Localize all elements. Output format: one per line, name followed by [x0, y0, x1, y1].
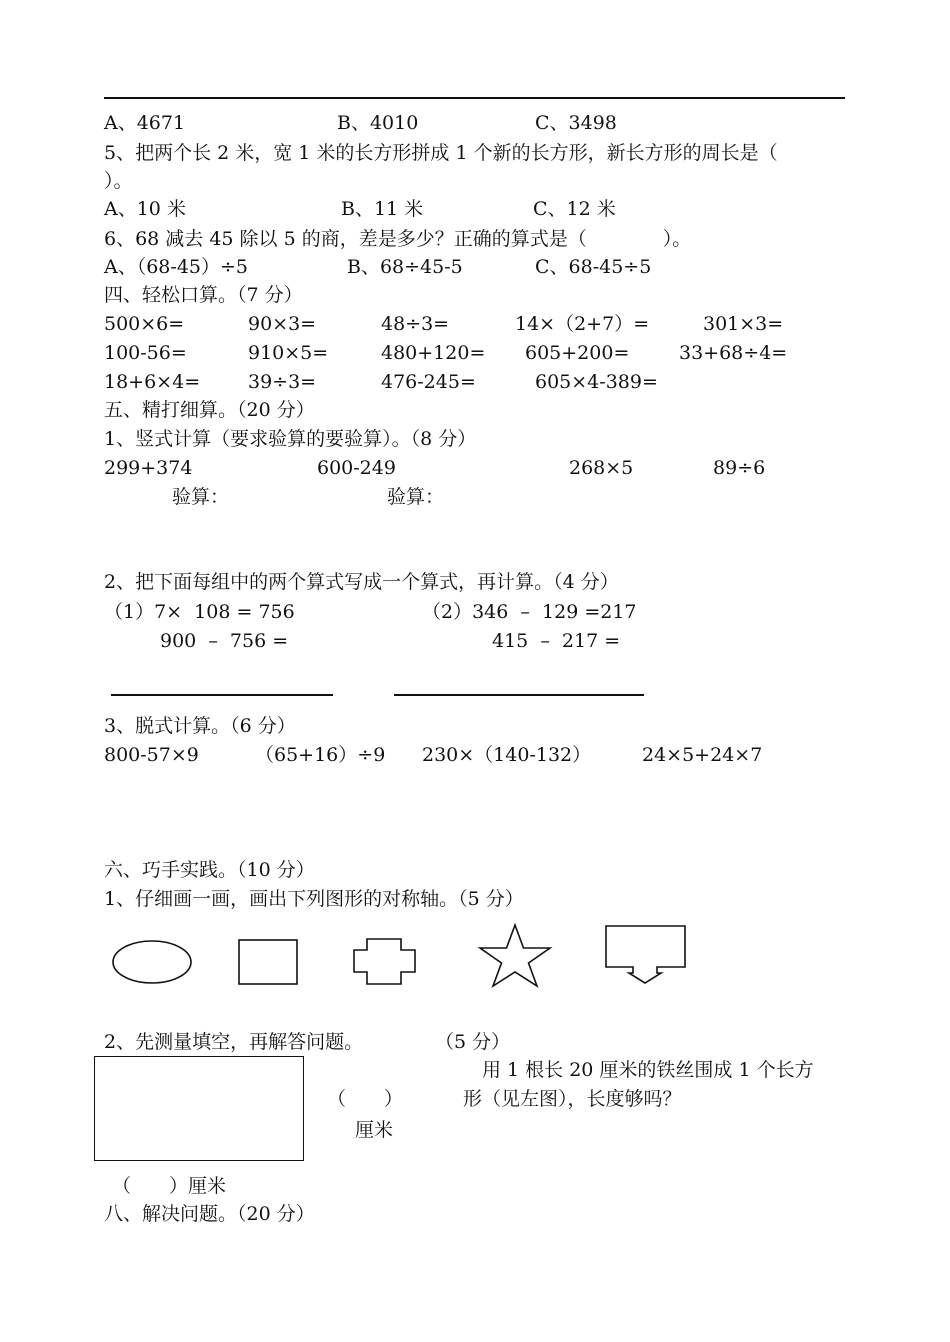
star-icon: [478, 924, 552, 988]
answer-line-2: [394, 694, 644, 696]
oral-calc-item: 18+6×4=: [104, 371, 201, 393]
q6-option-b: B、68÷45-5: [347, 256, 463, 278]
right-blank: （ ）: [327, 1088, 404, 1110]
vertical-calc-item: 89÷6: [713, 457, 766, 479]
section-5-title: 五、精打细算。（20 分）: [104, 399, 315, 421]
oral-calc-item: 100-56=: [104, 342, 187, 364]
q4-option-c: C、3498: [535, 112, 617, 134]
oral-calc-item: 605×4-389=: [535, 371, 658, 393]
check-label: 验算：: [387, 486, 445, 508]
vertical-calc-item: 299+374: [104, 457, 193, 479]
step-calc-item: 24×5+24×7: [642, 744, 763, 766]
group-2-line-b: 415 – 217 =: [492, 630, 621, 652]
step-calc-item: 230×（140-132）: [422, 744, 592, 766]
answer-line-1: [111, 694, 333, 696]
oral-calc-item: 90×3=: [248, 313, 317, 335]
oral-calc-item: 480+120=: [381, 342, 486, 364]
oral-calc-item: 39÷3=: [248, 371, 317, 393]
group-1-line-b: 900 – 756 =: [160, 630, 289, 652]
section-4-title: 四、轻松口算。（7 分）: [104, 284, 303, 306]
measure-rectangle: [94, 1056, 304, 1161]
check-label: 验算：: [172, 486, 230, 508]
section-8-title: 八、解决问题。（20 分）: [104, 1203, 315, 1225]
q6-option-a: A、（68-45）÷5: [104, 256, 249, 278]
sec6-part2-title: 2、先测量填空，再解答问题。: [104, 1031, 364, 1053]
step-calc-item: 800-57×9: [104, 744, 199, 766]
oral-calc-item: 476-245=: [381, 371, 476, 393]
sec5-part3-title: 3、脱式计算。（6 分）: [104, 715, 296, 737]
oral-calc-item: 605+200=: [525, 342, 630, 364]
q5-option-a: A、10 米: [104, 198, 186, 220]
group-1-line-a: （1）7× 108 = 756: [104, 601, 295, 623]
step-calc-item: （65+16）÷9: [255, 744, 386, 766]
question-line-1: 用 1 根长 20 厘米的铁丝围成 1 个长方: [482, 1059, 814, 1081]
q6-stem: 6、68 减去 45 除以 5 的商，差是多少？正确的算式是（ ）。: [104, 228, 692, 250]
rectangle-icon: [238, 939, 300, 987]
header-rule: [104, 97, 845, 99]
vertical-calc-item: 600-249: [317, 457, 396, 479]
oral-calc-item: 910×5=: [248, 342, 329, 364]
q5-stem-cont: ）。: [104, 170, 133, 192]
oral-calc-item: 14×（2+7）=: [515, 313, 650, 335]
section-6-title: 六、巧手实践。（10 分）: [104, 859, 315, 881]
ellipse-icon: [112, 940, 194, 986]
q4-option-a: A、4671: [104, 112, 186, 134]
group-2-line-a: （2）346 – 129 =217: [422, 601, 637, 623]
sec5-part1-title: 1、竖式计算（要求验算的要验算）。（8 分）: [104, 428, 477, 450]
arrow-pentagon-icon: [605, 925, 687, 985]
right-unit: 厘米: [355, 1119, 394, 1141]
q4-option-b: B、4010: [337, 112, 419, 134]
q5-option-c: C、12 米: [533, 198, 616, 220]
q5-stem: 5、把两个长 2 米，宽 1 米的长方形拼成 1 个新的长方形，新长方形的周长是（: [104, 142, 778, 164]
oral-calc-item: 33+68÷4=: [679, 342, 788, 364]
q6-option-c: C、68-45÷5: [535, 256, 652, 278]
sec6-part1-title: 1、仔细画一画，画出下列图形的对称轴。（5 分）: [104, 888, 524, 910]
vertical-calc-item: 268×5: [569, 457, 634, 479]
bottom-blank: （ ）厘米: [112, 1175, 227, 1197]
oral-calc-item: 48÷3=: [381, 313, 450, 335]
oral-calc-item: 301×3=: [703, 313, 784, 335]
cross-icon: [353, 938, 417, 986]
sec6-part2-score: （5 分）: [435, 1031, 511, 1053]
sec5-part2-title: 2、把下面每组中的两个算式写成一个算式，再计算。（4 分）: [104, 571, 619, 593]
oral-calc-item: 500×6=: [104, 313, 185, 335]
question-line-2: 形（见左图），长度够吗？: [463, 1088, 682, 1110]
q5-option-b: B、11 米: [341, 198, 424, 220]
